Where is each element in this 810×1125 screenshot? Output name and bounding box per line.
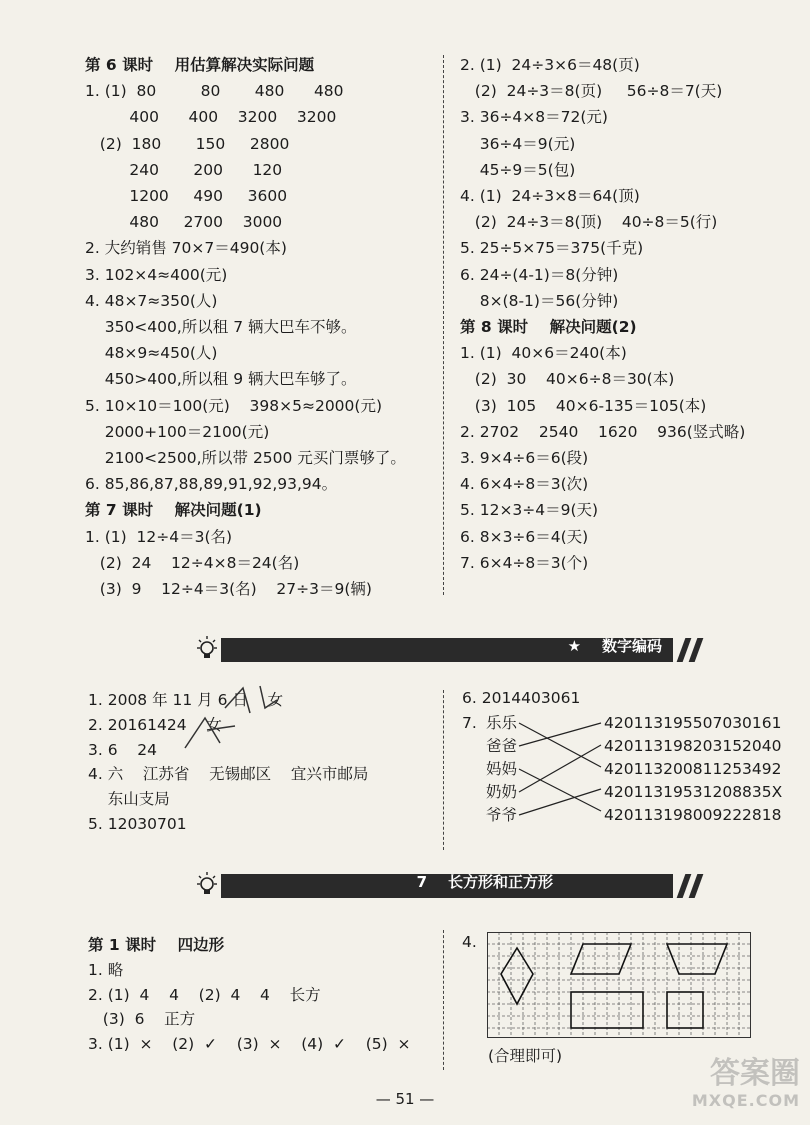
person-name: 奶奶 xyxy=(486,783,518,801)
id-number: 42011319531208835X xyxy=(604,783,783,801)
answer-line: (2) 180 150 2800 xyxy=(85,134,290,153)
note-reasonable: (合理即可) xyxy=(488,1047,563,1065)
q7-label: 7. xyxy=(462,714,477,732)
q6-answer: 6. 2014403061 xyxy=(462,689,581,707)
handwriting-scribble xyxy=(165,678,285,758)
answer-line: 5. 12030701 xyxy=(88,815,187,833)
person-name: 妈妈 xyxy=(486,760,518,778)
answer-line: 8×(8-1)＝56(分钟) xyxy=(460,291,619,310)
answer-line: 6. 85,86,87,88,89,91,92,93,94。 xyxy=(85,475,338,494)
answer-line: 7. 6×4÷8＝3(个) xyxy=(460,553,589,572)
watermark: 答案圈 MXQE.COM xyxy=(691,1056,800,1110)
section-title: 7 长方形和正方形 xyxy=(416,873,553,891)
answer-line: 480 2700 3000 xyxy=(85,213,283,232)
answer-line: 3. 9×4÷6＝6(段) xyxy=(460,449,589,467)
answer-line: 350<400,所以租 7 辆大巴车不够。 xyxy=(85,318,357,336)
lesson-heading: 第 6 课时 用估算解决实际问题 xyxy=(85,56,315,74)
answer-line: 3. 6 24 xyxy=(88,740,158,759)
answer-line: 5. 10×10＝100(元) 398×5≈2000(元) xyxy=(85,396,382,415)
person-name: 爸爸 xyxy=(486,737,518,755)
answer-line: 2. 大约销售 70×7＝490(本) xyxy=(85,239,287,258)
person-name: 爷爷 xyxy=(486,806,518,824)
answer-line: (3) 9 12÷4＝3(名) 27÷3＝9(辆) xyxy=(85,580,372,598)
section-title: ★ 数字编码 xyxy=(567,637,662,655)
answer-line: (2) 24 12÷4×8＝24(名) xyxy=(85,553,300,572)
answer-line: (2) 24÷3＝8(顶) 40÷8＝5(行) xyxy=(460,213,718,232)
answer-line: 400 400 3200 3200 xyxy=(85,108,337,127)
lightbulb-icon xyxy=(193,870,221,900)
answer-line: 4. (1) 24÷3×8＝64(顶) xyxy=(460,187,640,205)
answer-line: 2000+100＝2100(元) xyxy=(85,422,270,441)
answer-line: (2) 30 40×6÷8＝30(本) xyxy=(460,370,675,389)
answer-line: 36÷4＝9(元) xyxy=(460,134,576,153)
lightbulb-icon xyxy=(193,634,221,664)
answer-line: 48×9≈450(人) xyxy=(85,344,218,363)
answer-line: 1. (1) 12÷4＝3(名) xyxy=(85,527,233,546)
answer-line: 1200 490 3600 xyxy=(85,187,288,205)
answer-line: 3. 36÷4×8＝72(元) xyxy=(460,108,608,127)
lesson-heading: 第 8 课时 解决问题(2) xyxy=(460,318,637,336)
answer-line: 6. 24÷(4-1)＝8(分钟) xyxy=(460,265,619,284)
answer-line: 4. 48×7≈350(人) xyxy=(85,291,218,310)
answer-line: 1. 2008 年 11 月 6 日 女 xyxy=(88,691,284,709)
answer-line: 2. 2702 2540 1620 936(竖式略) xyxy=(460,422,746,441)
id-number: 420113195507030161 xyxy=(604,714,782,732)
section-banner-rect-square xyxy=(193,870,708,900)
column-divider-3 xyxy=(443,930,444,1070)
lesson-heading: 第 1 课时 四边形 xyxy=(88,936,225,954)
section-banner-digital-code xyxy=(193,634,708,664)
page-number: — 51 — xyxy=(375,1090,435,1108)
answer-line: 240 200 120 xyxy=(85,160,283,179)
answer-line: 5. 25÷5×75＝375(千克) xyxy=(460,239,644,258)
answer-line: 4. 六 江苏省 无锡邮区 宜兴市邮局 xyxy=(88,765,369,784)
answer-line: (2) 24÷3＝8(页) 56÷8＝7(天) xyxy=(460,82,723,101)
answer-line: 2. (1) 24÷3×6＝48(页) xyxy=(460,56,640,74)
answer-line: (3) 105 40×6-135＝105(本) xyxy=(460,396,707,415)
answer-line: 1. (1) 40×6＝240(本) xyxy=(460,344,627,363)
answer-line: 3. 102×4≈400(元) xyxy=(85,265,228,284)
person-name: 乐乐 xyxy=(486,714,518,732)
answer-line: 2100<2500,所以带 2500 元买门票够了。 xyxy=(85,449,406,467)
id-number: 420113198203152040 xyxy=(604,737,782,755)
answer-line: 5. 12×3÷4＝9(天) xyxy=(460,501,599,520)
answer-line: 45÷9＝5(包) xyxy=(460,160,576,179)
id-number: 420113200811253492 xyxy=(604,760,782,778)
answer-line: 东山支局 xyxy=(88,790,170,809)
answer-line: 1. 略 xyxy=(88,960,124,979)
answer-line: 4. 6×4÷8＝3(次) xyxy=(460,475,589,494)
lesson-heading: 第 7 课时 解决问题(1) xyxy=(85,501,262,520)
answer-line: 2. 20161424 女 xyxy=(88,715,222,734)
answer-line: (3) 6 正方 xyxy=(88,1010,196,1029)
matching-lines xyxy=(515,715,605,825)
answer-line: 6. 8×3÷6＝4(天) xyxy=(460,527,589,546)
answer-line: 1. (1) 80 80 480 480 xyxy=(85,82,344,101)
answer-line: 2. (1) 4 4 (2) 4 4 长方 xyxy=(88,985,321,1004)
q4-label: 4. xyxy=(462,933,477,951)
answer-line: 450>400,所以租 9 辆大巴车够了。 xyxy=(85,370,357,389)
column-divider xyxy=(443,55,444,595)
shape-grid xyxy=(487,932,751,1038)
column-divider-2 xyxy=(443,690,444,850)
id-number: 420113198009222818 xyxy=(604,806,782,824)
answer-line: 3. (1) × (2) ✓ (3) × (4) ✓ (5) × xyxy=(88,1035,411,1054)
